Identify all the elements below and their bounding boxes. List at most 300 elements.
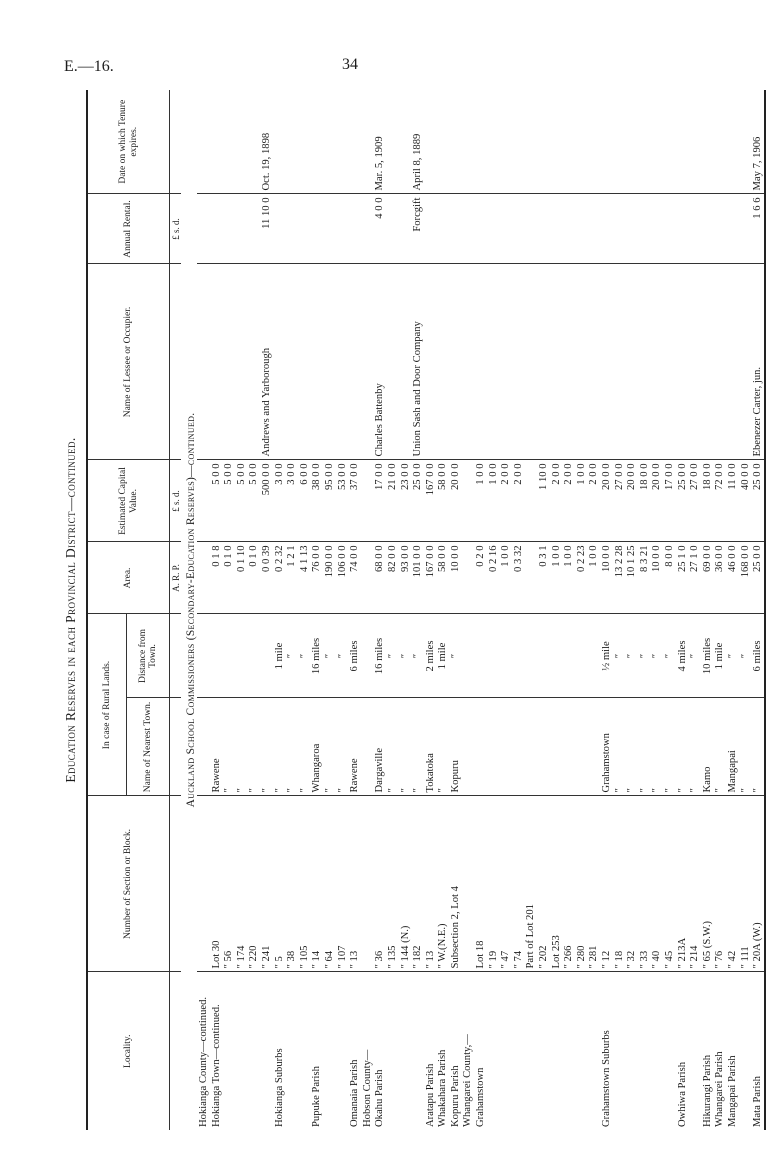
town-cell: [487, 698, 500, 796]
value-cell: 38 0 0: [310, 460, 323, 542]
area-cell: 8 3 21: [638, 542, 651, 614]
table-row: [285, 90, 298, 1130]
area-cell: 167 0 0: [424, 542, 437, 614]
expiry-cell: [512, 90, 525, 194]
value-cell: 3 0 0: [273, 460, 286, 542]
section-cell: ″ 281: [587, 796, 600, 972]
rental-cell: [449, 194, 462, 264]
area-cell: 74 0 0: [348, 542, 361, 614]
town-cell: ″: [336, 698, 349, 796]
value-cell: 20 0 0: [625, 460, 638, 542]
rental-cell: [222, 194, 235, 264]
table-row: [336, 90, 349, 1130]
area-cell: 190 0 0: [323, 542, 336, 614]
lessee-cell: [361, 264, 374, 460]
lessee-cell: [298, 264, 311, 460]
locality-cell: [650, 972, 663, 1130]
locality-cell: Hobson County—: [361, 1049, 373, 1127]
section-cell: ″ W.(N.E.): [436, 796, 449, 972]
lessee-cell: [197, 264, 210, 460]
distance-cell: [361, 614, 374, 698]
town-cell: Grahamstown: [600, 698, 613, 796]
value-cell: 11 0 0: [726, 460, 739, 542]
table-row: [260, 90, 273, 1130]
distance-cell: [550, 614, 563, 698]
value-cell: [524, 460, 537, 542]
town-cell: [197, 698, 210, 796]
locality-cell: [739, 972, 752, 1130]
rental-cell: [701, 194, 714, 264]
lessee-cell: [247, 264, 260, 460]
locality-cell: [487, 972, 500, 1130]
value-cell: 40 0 0: [739, 460, 752, 542]
area-cell: 0 3 1: [537, 542, 550, 614]
lessee-cell: [613, 264, 626, 460]
section-cell: [197, 796, 210, 972]
section-cell: ″ 280: [575, 796, 588, 972]
lessee-cell: [499, 264, 512, 460]
value-cell: 23 0 0: [399, 460, 412, 542]
value-cell: 25 0 0: [751, 460, 765, 542]
distance-cell: [487, 614, 500, 698]
rental-units: £ s. d.: [170, 194, 182, 264]
expiry-cell: April 8, 1889: [411, 90, 424, 194]
lessee-cell: [235, 264, 248, 460]
section-cell: ″ 241: [260, 796, 273, 972]
lessee-cell: [487, 264, 500, 460]
distance-cell: 1 mile: [273, 614, 286, 698]
expiry-cell: [613, 90, 626, 194]
distance-cell: ″: [285, 614, 298, 698]
lessee-cell: [210, 264, 223, 460]
section-cell: ″ 33: [638, 796, 651, 972]
town-cell: Tokatoka: [424, 698, 437, 796]
lessee-cell: [562, 264, 575, 460]
expiry-cell: [676, 90, 689, 194]
expiry-cell: [348, 90, 361, 194]
area-cell: 168 0 0: [739, 542, 752, 614]
section-cell: ″ 220: [247, 796, 260, 972]
lessee-cell: [550, 264, 563, 460]
town-cell: [575, 698, 588, 796]
table-row: [550, 90, 563, 1130]
document-title: Education Reserves in each Provincial District—continued.: [63, 437, 78, 783]
town-cell: Rawene: [210, 698, 223, 796]
value-units: £ s. d.: [170, 460, 182, 542]
table-row: [726, 90, 739, 1130]
rental-cell: [424, 194, 437, 264]
expiry-cell: [587, 90, 600, 194]
distance-cell: ″: [399, 614, 412, 698]
lessee-cell: Andrews and Yarborough: [260, 264, 273, 460]
locality-cell: [222, 972, 235, 1130]
rental-cell: [625, 194, 638, 264]
table-row: [247, 90, 260, 1130]
locality-cell: [411, 972, 424, 1130]
value-cell: 2 0 0: [512, 460, 525, 542]
town-cell: ″: [411, 698, 424, 796]
expiry-cell: [499, 90, 512, 194]
rental-cell: 1 6 6: [751, 194, 765, 264]
table-row: [424, 90, 437, 1130]
area-cell: 0 2 32: [273, 542, 286, 614]
area-cell: 10 0 0: [650, 542, 663, 614]
section-cell: Lot 18: [474, 796, 487, 972]
rental-cell: [273, 194, 286, 264]
lessee-cell: [336, 264, 349, 460]
rental-cell: [197, 194, 210, 264]
lessee-cell: [587, 264, 600, 460]
locality-cell: [260, 972, 273, 1130]
expiry-cell: [386, 90, 399, 194]
area-cell: 27 1 0: [688, 542, 701, 614]
rotated-table-page: [63, 90, 764, 1130]
lessee-cell: [222, 264, 235, 460]
rental-cell: [713, 194, 726, 264]
rental-cell: 4 0 0: [373, 194, 386, 264]
area-cell: 68 0 0: [373, 542, 386, 614]
area-cell: 101 0 0: [411, 542, 424, 614]
town-cell: [537, 698, 550, 796]
distance-cell: 6 miles: [348, 614, 361, 698]
lessee-cell: [575, 264, 588, 460]
locality-cell: [625, 972, 638, 1130]
section-cell: ″ 107: [336, 796, 349, 972]
distance-cell: ″: [688, 614, 701, 698]
lessee-cell: [650, 264, 663, 460]
table-row: [739, 90, 752, 1130]
section-cell: ″ 202: [537, 796, 550, 972]
town-cell: [562, 698, 575, 796]
distance-cell: ″: [449, 614, 462, 698]
document-code: E.—16.: [64, 58, 114, 75]
table-row: [625, 90, 638, 1130]
expiry-cell: [650, 90, 663, 194]
lessee-cell: [600, 264, 613, 460]
table-row: [411, 90, 424, 1130]
table-row: [323, 90, 336, 1130]
expiry-cell: [562, 90, 575, 194]
rental-cell: [613, 194, 626, 264]
locality-cell: [298, 972, 311, 1130]
expiry-cell: Oct. 19, 1898: [260, 90, 273, 194]
table-row: [676, 90, 689, 1130]
town-cell: Kopuru: [449, 698, 462, 796]
distance-cell: 1 mile: [713, 614, 726, 698]
section-cell: ″ 18: [613, 796, 626, 972]
area-cell: 0 2 16: [487, 542, 500, 614]
section-cell: ″ 40: [650, 796, 663, 972]
locality-cell: Aratapu Parish: [424, 1063, 436, 1127]
rental-cell: [524, 194, 537, 264]
town-cell: [361, 698, 374, 796]
area-cell: 0 1 8: [210, 542, 223, 614]
distance-cell: [537, 614, 550, 698]
locality-cell: [524, 972, 537, 1130]
locality-cell: Whakahara Parish: [437, 1049, 449, 1127]
expiry-cell: [537, 90, 550, 194]
expiry-cell: [474, 90, 487, 194]
section-cell: ″ 213A: [676, 796, 689, 972]
rental-cell: [386, 194, 399, 264]
section-cell: ″ 20A (W.): [751, 796, 765, 972]
value-cell: 20 0 0: [449, 460, 462, 542]
rental-cell: [361, 194, 374, 264]
rental-cell: [474, 194, 487, 264]
section-cell: ″ 5: [273, 796, 286, 972]
area-cell: 36 0 0: [713, 542, 726, 614]
area-cell: 93 0 0: [399, 542, 412, 614]
distance-cell: ″: [386, 614, 399, 698]
area-units: A. R. P.: [170, 542, 182, 614]
area-cell: 0 2 0: [474, 542, 487, 614]
town-cell: ″: [650, 698, 663, 796]
expiry-cell: [739, 90, 752, 194]
rental-cell: [487, 194, 500, 264]
section-cell: ″ 45: [663, 796, 676, 972]
col-header-value: Estimated Capital Value.: [87, 460, 170, 542]
section-cell: ″ 13: [348, 796, 361, 972]
section-heading: Auckland School Commissioners (Secondary-Education Reserves)—continued.: [184, 412, 197, 808]
area-cell: 69 0 0: [701, 542, 714, 614]
area-cell: 8 0 0: [663, 542, 676, 614]
value-cell: 25 0 0: [411, 460, 424, 542]
town-cell: ″: [298, 698, 311, 796]
area-cell: 10 0 0: [600, 542, 613, 614]
locality-cell: [512, 972, 525, 1130]
area-cell: 1 0 0: [550, 542, 563, 614]
rental-cell: [210, 194, 223, 264]
locality-cell: [336, 972, 349, 1130]
section-cell: ″ 266: [562, 796, 575, 972]
table-row: [701, 90, 714, 1130]
lessee-cell: Union Sash and Door Company: [411, 264, 424, 460]
rental-cell: 11 10 0: [260, 194, 273, 264]
education-reserves-table: [86, 90, 766, 1130]
expiry-cell: [361, 90, 374, 194]
area-cell: 46 0 0: [726, 542, 739, 614]
table-row: [235, 90, 248, 1130]
locality-cell: Hokianga Suburbs: [273, 1048, 285, 1127]
table-row: [399, 90, 412, 1130]
town-cell: ″: [386, 698, 399, 796]
value-cell: [461, 460, 474, 542]
expiry-cell: [436, 90, 449, 194]
expiry-cell: [688, 90, 701, 194]
locality-cell: Mangapai Parish: [726, 1055, 738, 1127]
expiry-cell: Mar. 5, 1909: [373, 90, 386, 194]
table-row: [537, 90, 550, 1130]
lessee-cell: [537, 264, 550, 460]
lessee-cell: [663, 264, 676, 460]
expiry-cell: [663, 90, 676, 194]
distance-cell: 6 miles: [751, 614, 765, 698]
section-cell: ″ 135: [386, 796, 399, 972]
table-row: [197, 90, 210, 1130]
col-header-area: Area.: [87, 542, 170, 614]
distance-cell: 16 miles: [373, 614, 386, 698]
table-row: [587, 90, 600, 1130]
col-header-locality: Locality.: [123, 1034, 134, 1068]
expiry-cell: May 7, 1906: [751, 90, 765, 194]
locality-cell: Hokianga Town—continued.: [210, 1004, 222, 1127]
rental-cell: [399, 194, 412, 264]
value-cell: 25 0 0: [676, 460, 689, 542]
table-row: [751, 90, 765, 1130]
lessee-cell: [638, 264, 651, 460]
distance-cell: 1 mile: [436, 614, 449, 698]
locality-cell: Okahu Parish: [374, 1069, 386, 1127]
value-cell: 37 0 0: [348, 460, 361, 542]
section-cell: ″ 38: [285, 796, 298, 972]
town-cell: ″: [676, 698, 689, 796]
rental-cell: [688, 194, 701, 264]
rental-cell: [310, 194, 323, 264]
lessee-cell: [323, 264, 336, 460]
locality-cell: [663, 972, 676, 1130]
table-row: [298, 90, 311, 1130]
expiry-cell: [550, 90, 563, 194]
distance-cell: [247, 614, 260, 698]
rental-cell: [348, 194, 361, 264]
locality-cell: Hikurangi Parish: [701, 1054, 713, 1127]
distance-cell: [210, 614, 223, 698]
locality-cell: [399, 972, 412, 1130]
area-cell: 25 1 0: [676, 542, 689, 614]
lessee-cell: [273, 264, 286, 460]
distance-cell: ″: [739, 614, 752, 698]
table-row: [713, 90, 726, 1130]
locality-cell: [638, 972, 651, 1130]
section-cell: ″ 42: [726, 796, 739, 972]
town-cell: ″: [613, 698, 626, 796]
expiry-cell: [726, 90, 739, 194]
table-row: [348, 90, 361, 1130]
town-cell: Whangaroa: [310, 698, 323, 796]
distance-cell: [197, 614, 210, 698]
col-header-rental: Annual Rental.: [87, 194, 170, 264]
rental-cell: [436, 194, 449, 264]
value-cell: 5 0 0: [247, 460, 260, 542]
rental-cell: Forcgift: [411, 194, 424, 264]
table-row: [361, 90, 374, 1130]
expiry-cell: [285, 90, 298, 194]
expiry-cell: [210, 90, 223, 194]
value-cell: 1 0 0: [474, 460, 487, 542]
distance-cell: [587, 614, 600, 698]
locality-cell: [235, 972, 248, 1130]
distance-cell: 2 miles: [424, 614, 437, 698]
value-cell: [361, 460, 374, 542]
locality-cell: Kopuru Parish: [449, 1065, 461, 1127]
table-row: [461, 90, 474, 1130]
area-cell: 1 2 1: [285, 542, 298, 614]
value-cell: 17 0 0: [663, 460, 676, 542]
value-cell: 5 0 0: [235, 460, 248, 542]
distance-cell: [222, 614, 235, 698]
distance-cell: ½ mile: [600, 614, 613, 698]
locality-cell: Whangarei Parish: [714, 1051, 726, 1127]
value-cell: 3 0 0: [285, 460, 298, 542]
distance-cell: [235, 614, 248, 698]
distance-cell: [562, 614, 575, 698]
value-cell: 500 0 0: [260, 460, 273, 542]
value-cell: 58 0 0: [436, 460, 449, 542]
value-cell: 5 0 0: [210, 460, 223, 542]
distance-cell: [512, 614, 525, 698]
town-cell: [474, 698, 487, 796]
table-row: [222, 90, 235, 1130]
value-cell: 27 0 0: [613, 460, 626, 542]
locality-cell: [323, 972, 336, 1130]
town-cell: [550, 698, 563, 796]
table-row: [310, 90, 323, 1130]
expiry-cell: [461, 90, 474, 194]
area-cell: 82 0 0: [386, 542, 399, 614]
distance-cell: ″: [638, 614, 651, 698]
section-cell: ″ 12: [600, 796, 613, 972]
table-row: [487, 90, 500, 1130]
section-cell: ″ 19: [487, 796, 500, 972]
lessee-cell: Charles Battenby: [373, 264, 386, 460]
value-cell: 53 0 0: [336, 460, 349, 542]
rental-cell: [336, 194, 349, 264]
section-cell: ″ 14: [310, 796, 323, 972]
section-cell: ″ 105: [298, 796, 311, 972]
rental-cell: [298, 194, 311, 264]
section-cell: Subsection 2, Lot 4: [449, 796, 462, 972]
distance-cell: ″: [726, 614, 739, 698]
town-cell: ″: [285, 698, 298, 796]
value-cell: 17 0 0: [373, 460, 386, 542]
expiry-cell: [701, 90, 714, 194]
area-cell: 10 1 25: [625, 542, 638, 614]
town-cell: [512, 698, 525, 796]
table-row: [663, 90, 676, 1130]
distance-cell: ″: [323, 614, 336, 698]
lessee-cell: [676, 264, 689, 460]
distance-cell: ″: [336, 614, 349, 698]
lessee-cell: [285, 264, 298, 460]
value-cell: 1 0 0: [575, 460, 588, 542]
town-cell: ″: [739, 698, 752, 796]
locality-cell: Omanaia Parish: [349, 1059, 361, 1127]
rental-cell: [550, 194, 563, 264]
value-cell: 5 0 0: [222, 460, 235, 542]
lessee-cell: [310, 264, 323, 460]
lessee-cell: [726, 264, 739, 460]
lessee-cell: [424, 264, 437, 460]
area-cell: 1 0 0: [499, 542, 512, 614]
distance-cell: ″: [613, 614, 626, 698]
area-cell: [197, 542, 210, 614]
col-header-lessee: Name of Lessee or Occupier.: [87, 264, 170, 460]
expiry-cell: [399, 90, 412, 194]
value-cell: 1 0 0: [487, 460, 500, 542]
rental-cell: [247, 194, 260, 264]
expiry-cell: [235, 90, 248, 194]
rental-cell: [285, 194, 298, 264]
value-cell: 2 0 0: [562, 460, 575, 542]
area-cell: 10 0 0: [449, 542, 462, 614]
locality-cell: [613, 972, 626, 1130]
lessee-cell: [436, 264, 449, 460]
table-row: [575, 90, 588, 1130]
area-cell: 0 1 10: [235, 542, 248, 614]
section-cell: Lot 253: [550, 796, 563, 972]
area-cell: 0 3 32: [512, 542, 525, 614]
section-cell: ″ 111: [739, 796, 752, 972]
